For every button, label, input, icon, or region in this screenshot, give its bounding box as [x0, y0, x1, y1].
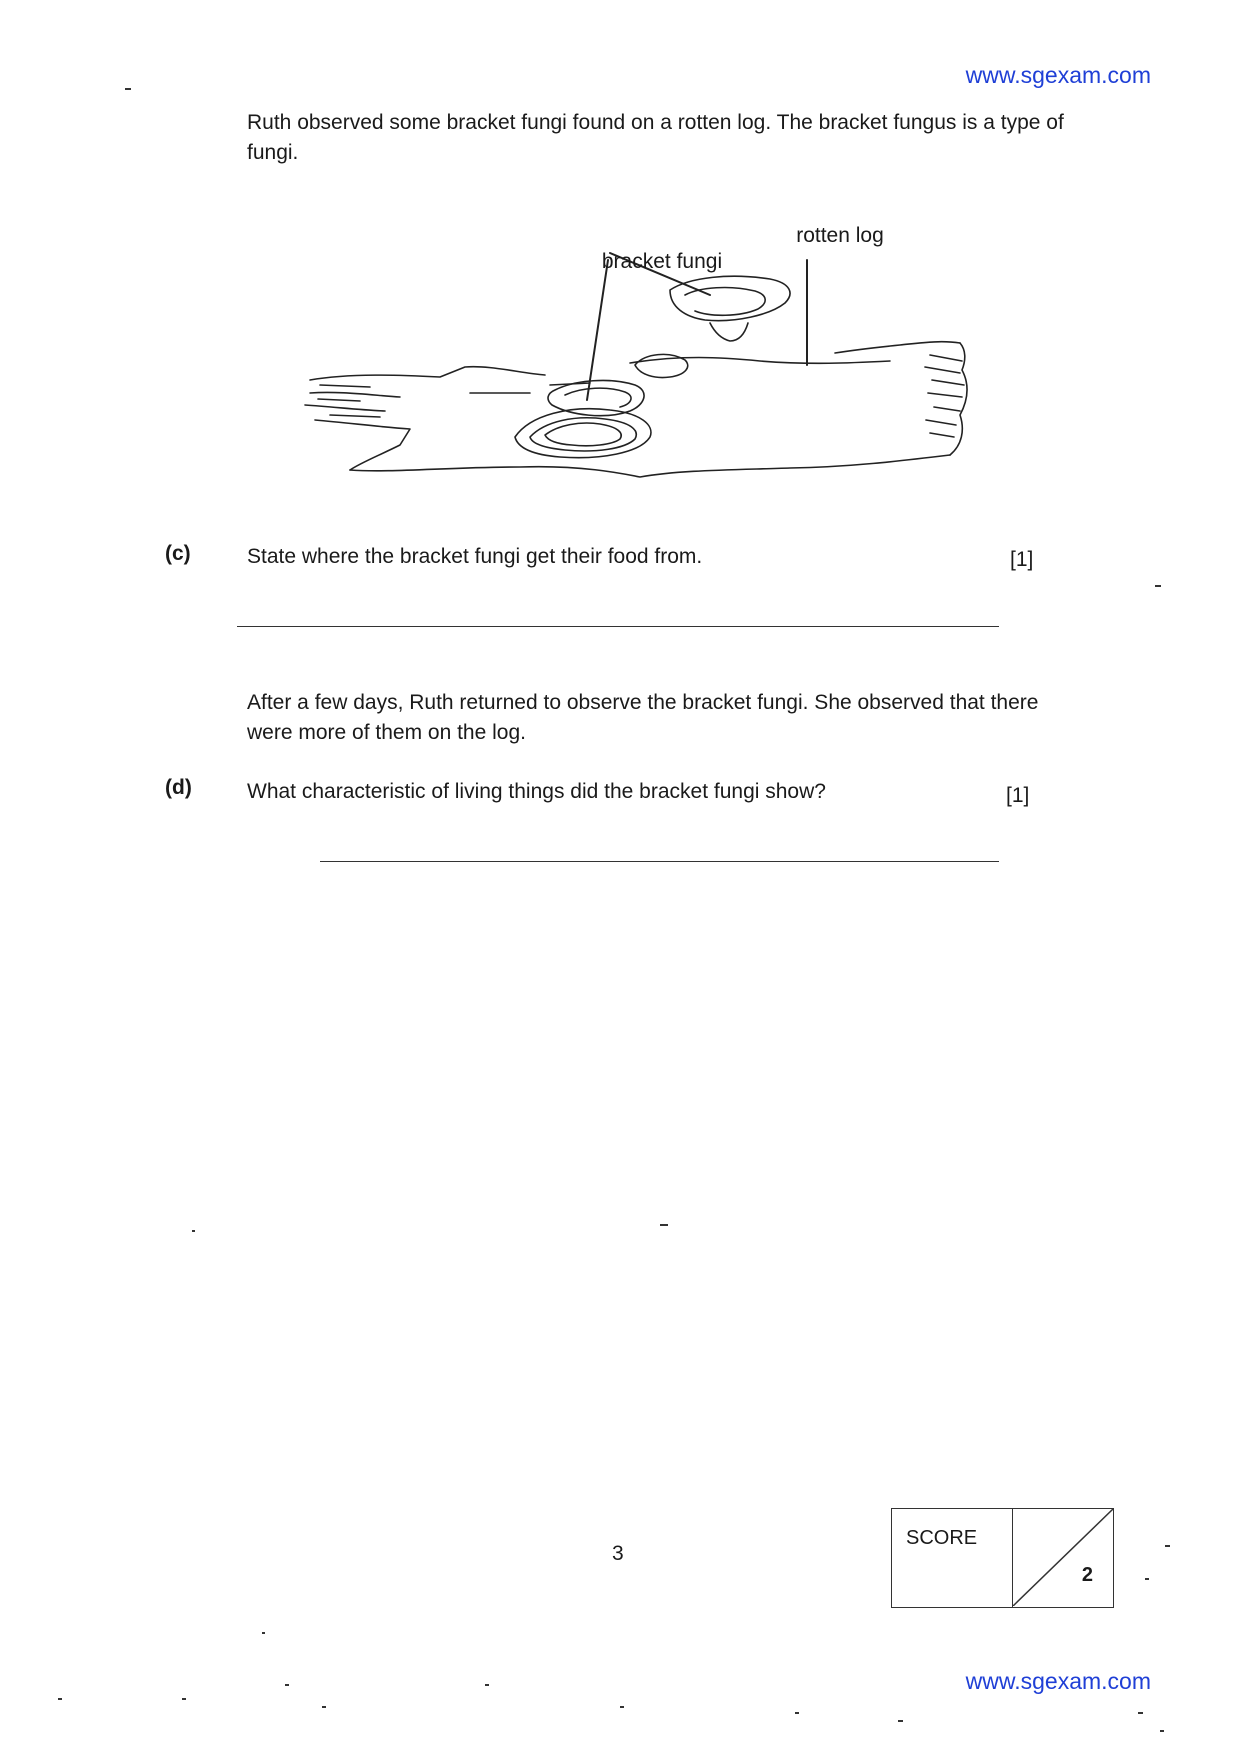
score-box — [891, 1508, 1114, 1608]
label-rotten-log: rotten log — [796, 224, 884, 247]
scan-speck — [58, 1698, 62, 1700]
score-label: SCORE — [906, 1527, 978, 1549]
scan-speck — [192, 1230, 195, 1232]
question-c-text: State where the bracket fungi get their food from. — [247, 545, 703, 568]
scan-speck — [1145, 1578, 1149, 1580]
scan-speck — [125, 88, 131, 90]
scan-speck — [795, 1712, 799, 1714]
question-d-label: (d) — [165, 776, 192, 799]
scan-speck — [898, 1720, 903, 1722]
question-c-label: (c) — [165, 542, 191, 565]
question-d-text: What characteristic of living things did the bracket fungi show? — [247, 780, 826, 803]
intro-paragraph: Ruth observed some bracket fungi found on a rotten log. The bracket fungus is a type of fungi. — [247, 111, 1064, 164]
scan-speck — [262, 1632, 265, 1634]
answer-line-c[interactable] — [237, 626, 999, 627]
question-c-marks: [1] — [1010, 548, 1034, 571]
scan-speck — [1165, 1545, 1170, 1547]
bracket-fungi-diagram — [290, 215, 1010, 495]
scan-speck — [660, 1224, 668, 1226]
scan-speck — [1160, 1730, 1164, 1732]
answer-line-d[interactable] — [320, 861, 999, 862]
page-number: 3 — [612, 1542, 624, 1565]
score-max: 2 — [1081, 1564, 1093, 1586]
site-footer-link[interactable]: www.sgexam.com — [965, 1668, 1151, 1694]
scan-speck — [620, 1706, 624, 1708]
scan-speck — [1155, 585, 1161, 587]
score-value-cell[interactable] — [1013, 1509, 1113, 1607]
scan-speck — [182, 1698, 186, 1700]
scan-speck — [285, 1684, 289, 1686]
score-label-cell — [892, 1509, 1013, 1607]
scan-speck — [485, 1684, 489, 1686]
label-bracket-fungi: bracket fungi — [601, 250, 723, 273]
scan-speck — [322, 1706, 326, 1708]
passage-2: After a few days, Ruth returned to observe the bracket fungi. She observed that there were more of them on the log. — [247, 691, 1039, 744]
question-d-marks: [1] — [1006, 784, 1030, 807]
site-header-link[interactable]: www.sgexam.com — [965, 62, 1151, 88]
scan-speck — [1138, 1712, 1143, 1714]
score-diagonal — [1013, 1509, 1113, 1606]
